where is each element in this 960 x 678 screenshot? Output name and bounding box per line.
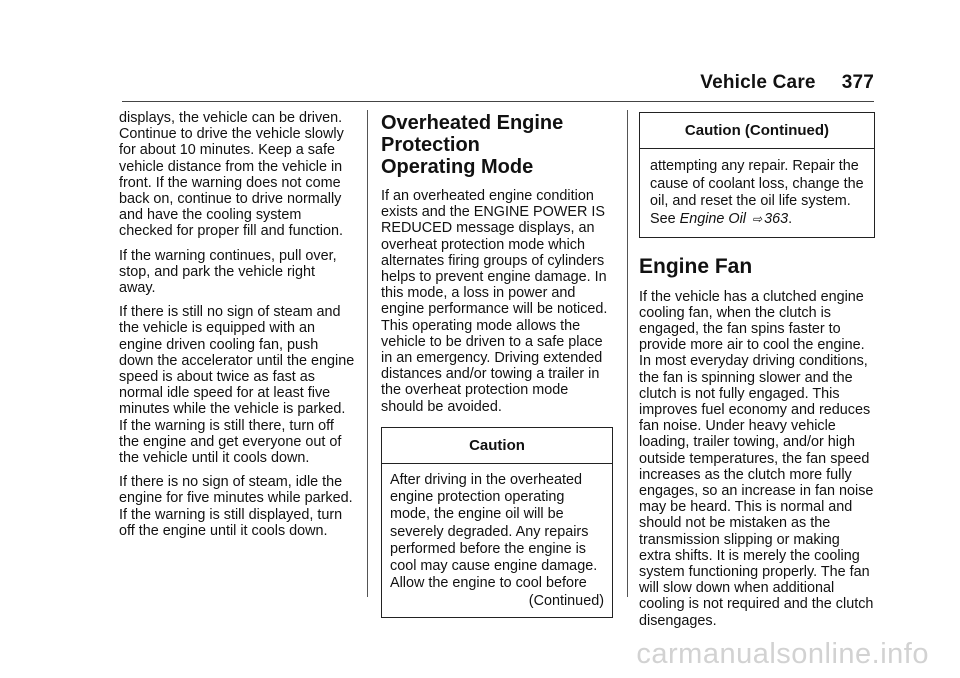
column-2 (381, 110, 613, 618)
continued-label: (Continued) (528, 593, 604, 610)
punctuation: . (788, 210, 793, 227)
caution-title: Caution (Continued) (640, 113, 874, 149)
section-heading: Engine Fan (639, 254, 753, 278)
column-1 (119, 110, 355, 547)
paragraph: If there is still no sign of steam and the vehicle is equipped with an engine driven cooling fan, push down the accelerator until the engine speed is about twice as fast as normal idle speed for at least five minutes while the vehicle is parked. If the warning is still there, turn off the engine and get everyone out of the vehicle until it cools down. (119, 304, 355, 467)
caution-body (382, 464, 612, 617)
caution-text: attempting any repair. Repair the cause of coolant loss, change the oil, and reset the oil life system. See (650, 158, 864, 227)
heading-line: Operating Mode (381, 156, 534, 178)
caution-body (640, 149, 874, 236)
caution-box (381, 427, 613, 618)
paragraph: displays, the vehicle can be driven. Continue to drive the vehicle slowly for about 10 minutes. Keep a safe vehicle distance from the vehicle in front. If the warning does not come back on, continue to drive normally and have the cooling system checked for proper fill and function. (119, 110, 344, 240)
header-rule (122, 101, 874, 102)
heading-line: Protection (381, 134, 480, 156)
watermark: carmanualsonline.info (636, 638, 929, 670)
paragraph: If the vehicle has a clutched engine cooling fan, when the clutch is engaged, the fan spins faster to provide more air to cool the engine. In most everyday driving conditions, the fan is spinning slower and the clutch is not fully engaged. This improves fuel economy and reduces fan noise. Under heavy vehicle loading, trailer towing, and/or high outside temperatures, the fan speed increases as the clutch more fully engages, so an increase in fan noise may be heard. This is normal and should not be mistaken as the transmission slipping or making extra shifts. It is merely the cooling system functioning properly. The fan will slow down when additional cooling is not required and the clutch disengages. (639, 288, 874, 629)
page-number: 377 (841, 72, 874, 93)
caution-text: After driving in the overheated engine protection operating mode, the engine oil will be severely degraded. Any repairs performed before the engine is cool may cause engine damage. Allow the engine to cool before (390, 472, 598, 592)
caution-title: Caution (382, 428, 612, 464)
ref-title: Engine Oil (679, 210, 747, 227)
paragraph: If the warning continues, pull over, stop, and park the vehicle right away. (119, 247, 337, 297)
page-header (700, 72, 874, 94)
page-reference-icon: ⇨ (752, 211, 763, 226)
caution-continued-box (639, 112, 875, 238)
column-divider (367, 110, 368, 597)
paragraph: If there is no sign of steam, idle the engine for five minutes while parked. If the warning is still displayed, turn off the engine until it cools down. (119, 474, 353, 539)
section-heading (381, 112, 613, 178)
column-3 (639, 112, 875, 637)
column-divider (627, 110, 628, 597)
section-title: Vehicle Care (700, 72, 816, 93)
paragraph: If an overheated engine condition exists and the ENGINE POWER IS REDUCED message displays, an overheat protection mode which alternates firing groups of cylinders helps to prevent engine damage. In this mode, a loss in power and engine performance will be noticed. This operating mode allows the vehicle to be driven to a safe place in an emergency. Driving extended distances and/or towing a trailer in the overheat protection mode should be avoided. (381, 188, 608, 415)
ref-page: 363 (764, 210, 789, 227)
heading-line: Overheated Engine (381, 112, 564, 134)
cross-reference-link[interactable] (680, 211, 788, 227)
